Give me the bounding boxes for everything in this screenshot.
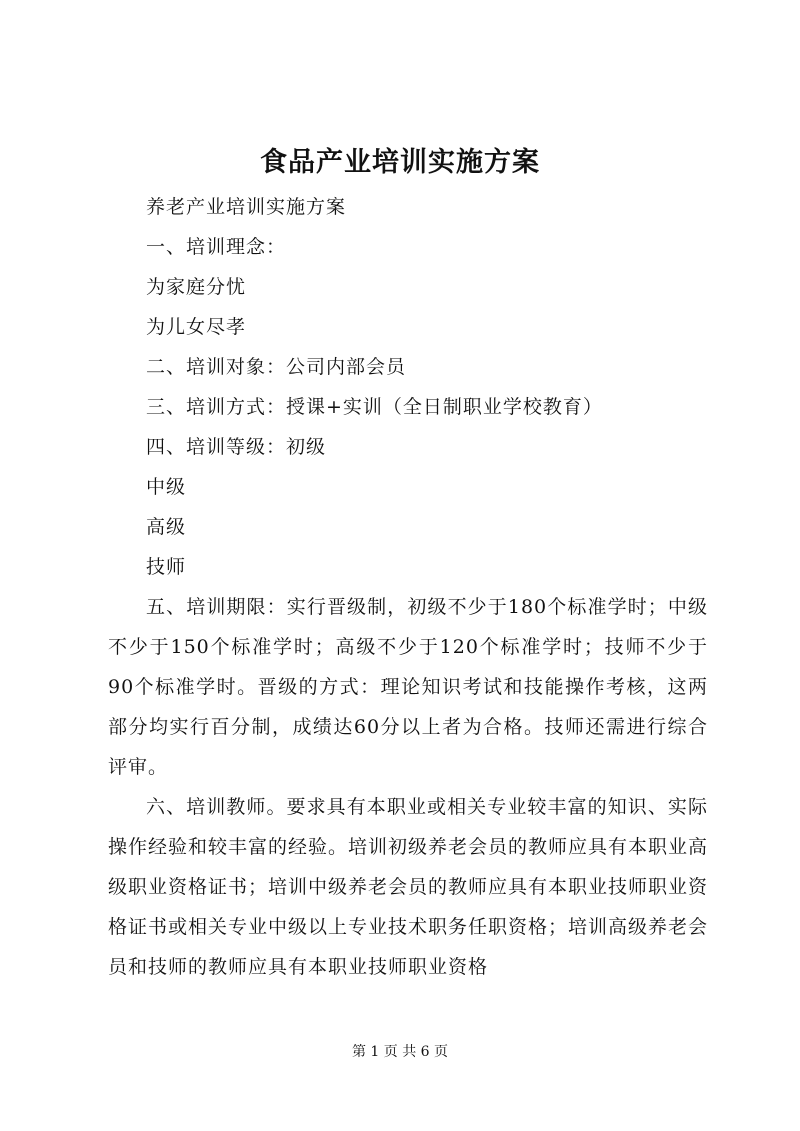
paragraph: 五、培训期限：实行晋级制，初级不少于180个标准学时；中级不少于150个标准学时；高级不少于120个标准学时；技师不少于90个标准学时。晋级的方式：理论知识考试和技能操作考核，这两部分均实行百分制，成绩达60分以上者为合格。技师还需进行综合评审。 (108, 596, 708, 778)
page-footer: 第 1 页 共 6 页 (351, 1044, 449, 1060)
document-title: 食品产业培训实施方案 (260, 147, 540, 178)
paragraph: 高级 (146, 516, 187, 538)
paragraph: 六、培训教师。要求具有本职业或相关专业较丰富的知识、实际操作经验和较丰富的经验。培训初级养老会员的教师应具有本职业高级职业资格证书；培训中级养老会员的教师应具有本职业技师职业资格证书或相关专业中级以上专业技术职务任职资格；培训高级养老会员和技师的教师应具有本职业技师职业资格 (108, 796, 709, 978)
paragraph: 为家庭分忧 (146, 276, 247, 298)
paragraph: 技师 (146, 556, 187, 578)
paragraph: 三、培训方式：授课+实训（全日制职业学校教育） (146, 396, 603, 418)
paragraph: 养老产业培训实施方案 (146, 196, 347, 218)
document-body (108, 187, 708, 987)
paragraph: 二、培训对象：公司内部会员 (146, 356, 407, 378)
paragraph: 中级 (146, 476, 187, 498)
paragraph: 为儿女尽孝 (146, 316, 247, 338)
paragraph: 一、培训理念： (146, 236, 287, 258)
paragraph: 四、培训等级：初级 (146, 436, 327, 458)
